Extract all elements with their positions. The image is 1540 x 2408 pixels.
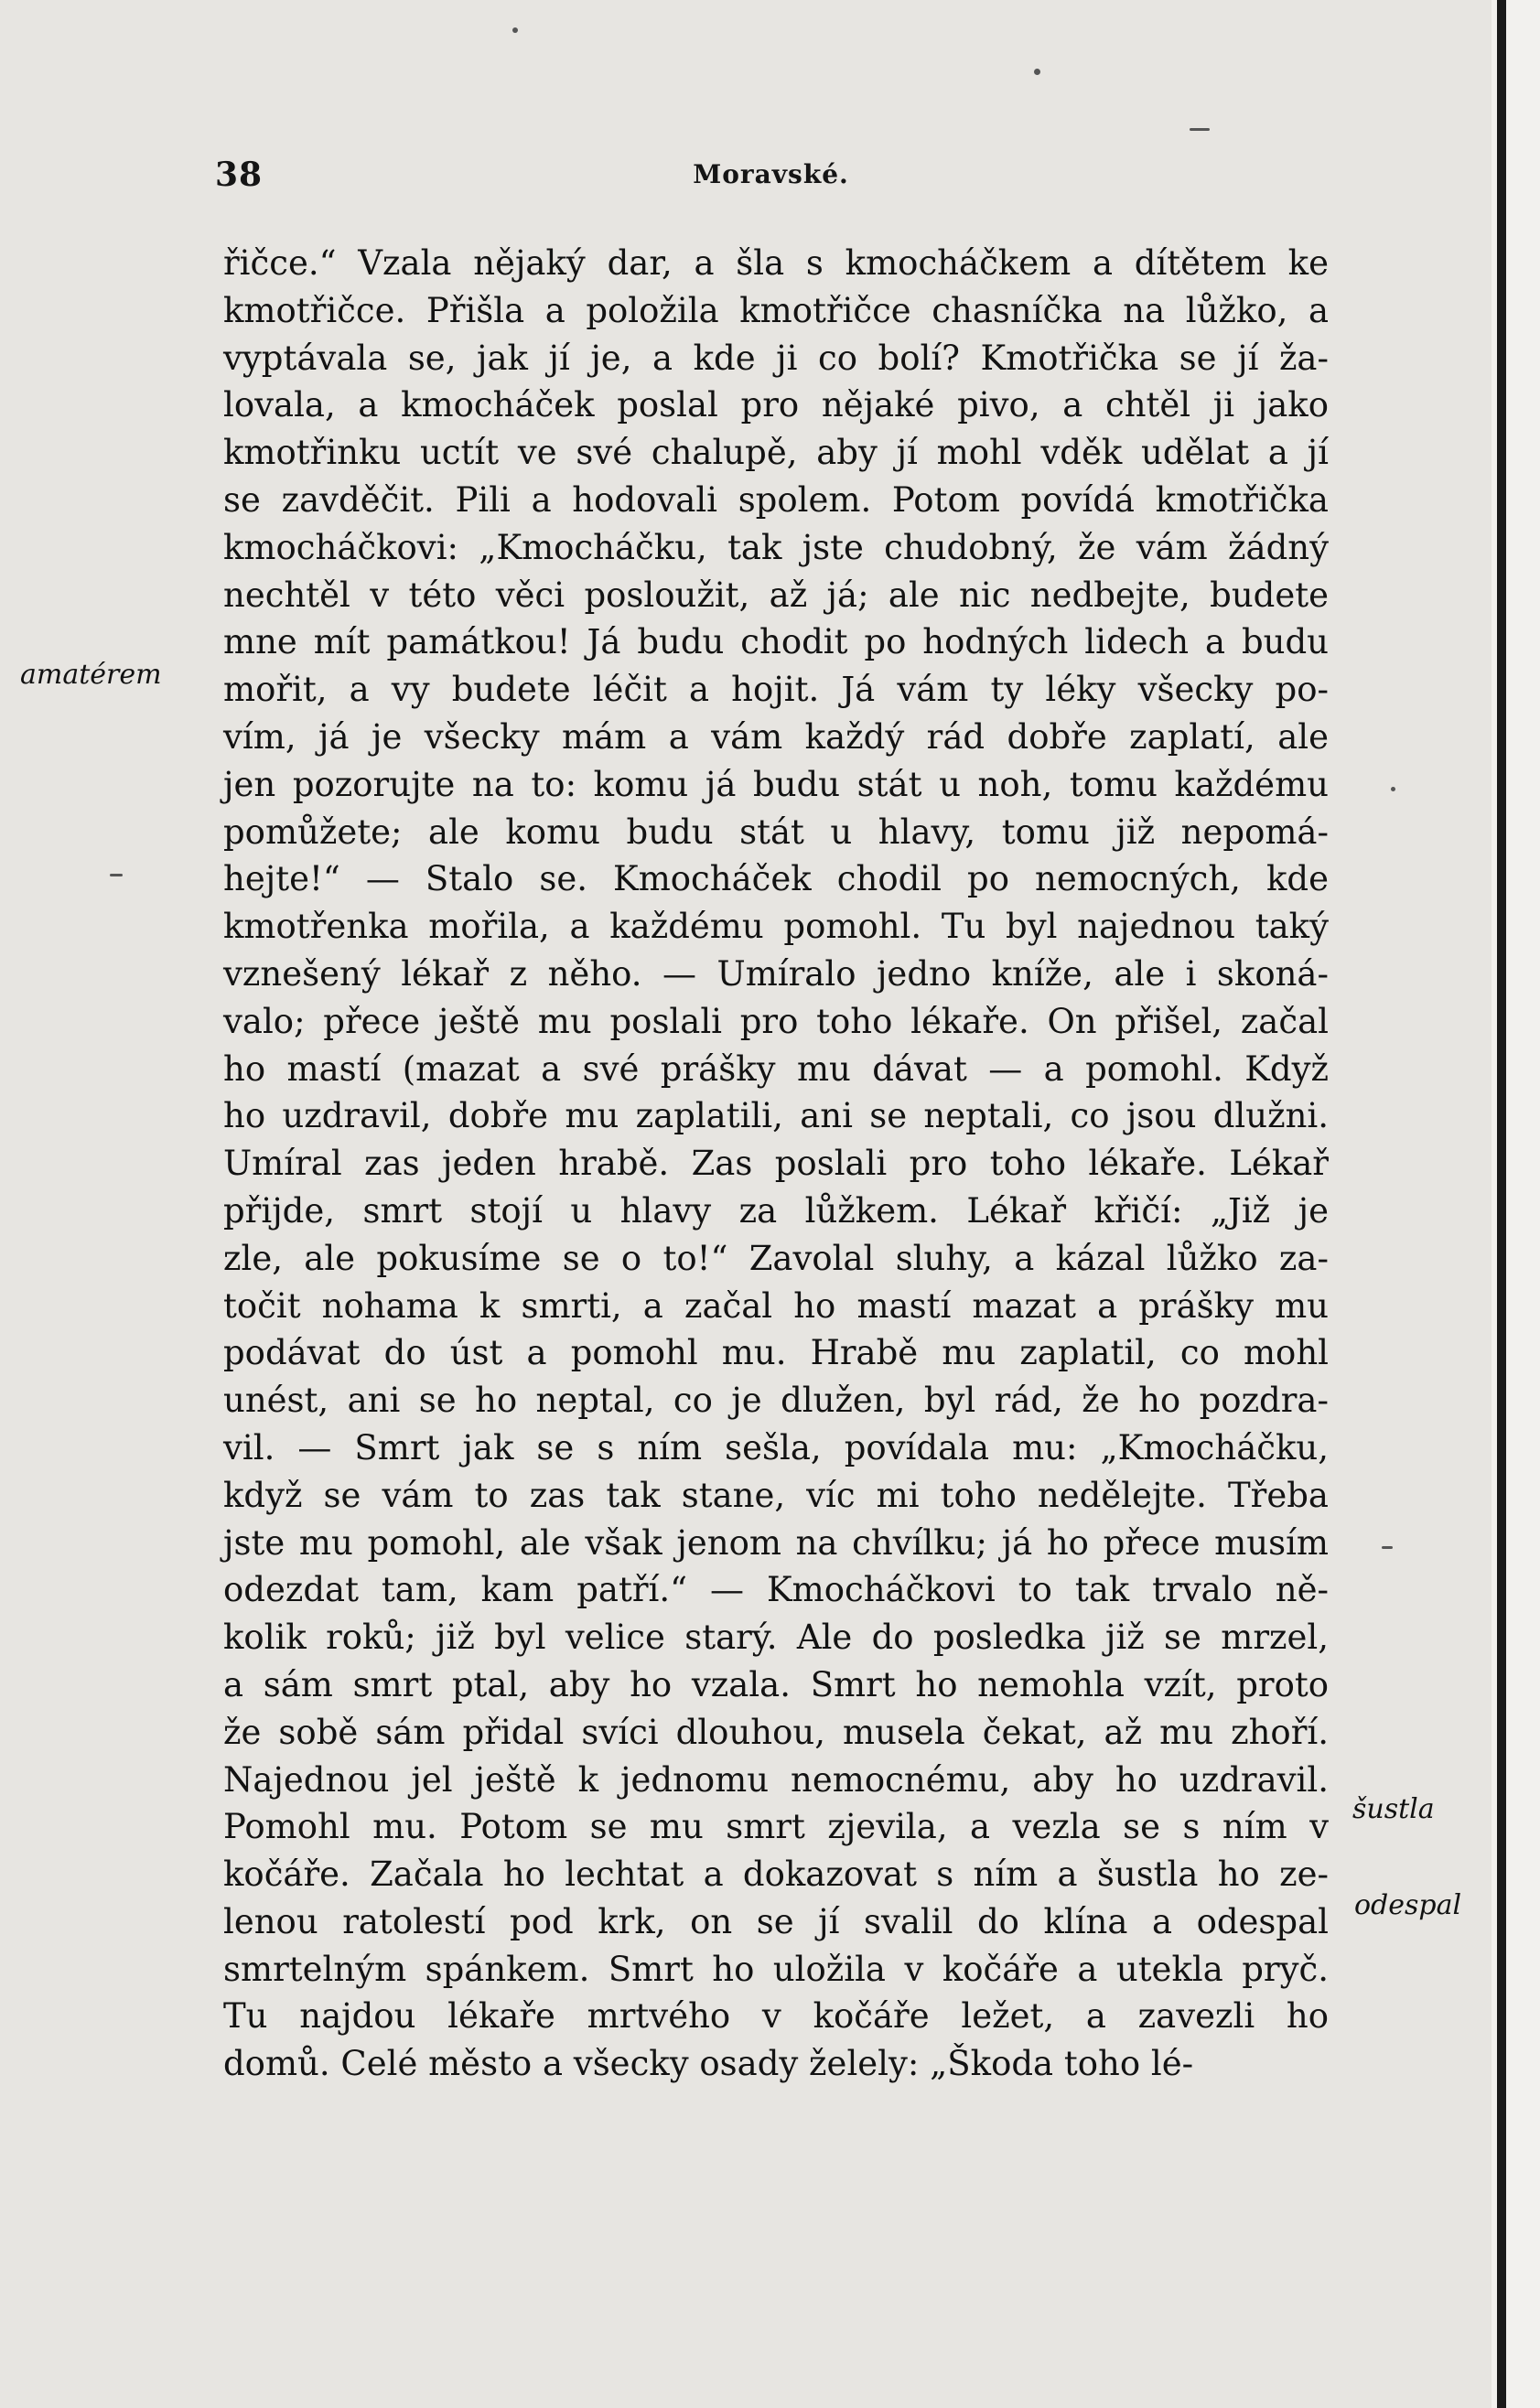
paper-speck: [1034, 69, 1040, 75]
paper-speck: [1382, 1546, 1393, 1549]
text-line: nechtěl v této věci posloužit, až já; ale nic nedbejte, budete: [223, 575, 1329, 615]
text-line: kmotřičce. Přišla a položila kmotřičce chasníčka na lůžko, a: [223, 290, 1329, 330]
text-line: valo; přece ještě mu poslali pro toho lékaře. On přišel, začal: [223, 1001, 1329, 1041]
text-line: domů. Celé město a všecky osady želely: „Škoda toho lé-: [223, 2044, 1194, 2084]
paper-speck: [110, 874, 123, 876]
text-line: ho uzdravil, dobře mu zaplatili, ani se neptali, co jsou dlužni.: [223, 1096, 1329, 1136]
paper-speck: [1391, 787, 1395, 791]
text-line: lenou ratolestí pod krk, on se jí svalil do klína a odespal: [223, 1901, 1329, 1941]
text-line: že sobě sám přidal svíci dlouhou, musela čekat, až mu zhoří.: [223, 1712, 1329, 1752]
text-line: odezdat tam, kam patří.“ — Kmocháčkovi to tak trvalo ně-: [223, 1570, 1329, 1610]
text-line: mne mít památkou! Já budu chodit po hodných lidech a budu: [223, 622, 1329, 662]
text-line: vznešený lékař z něho. — Umíralo jedno kníže, ale i skoná-: [223, 953, 1329, 994]
text-line: přijde, smrt stojí u hlavy za lůžkem. Lékař křičí: „Již je: [223, 1190, 1329, 1231]
text-line: kmotřenka mořila, a každému pomohl. Tu byl najednou taký: [223, 907, 1329, 947]
text-line: když se vám to zas tak stane, víc mi toho nedělejte. Třeba: [223, 1475, 1329, 1515]
text-line: řičce.“ Vzala nějaký dar, a šla s kmocháčkem a dítětem ke: [223, 243, 1329, 283]
text-line: unést, ani se ho neptal, co je dlužen, byl rád, že ho pozdra-: [223, 1381, 1329, 1421]
text-line: točit nohama k smrti, a začal ho mastí mazat a prášky mu: [223, 1285, 1329, 1326]
text-line: jste mu pomohl, ale však jenom na chvílku; já ho přece musím: [223, 1522, 1329, 1563]
text-line: smrtelným spánkem. Smrt ho uložila v kočáře a utekla pryč.: [223, 1949, 1329, 1989]
running-head: [215, 156, 1327, 201]
text-line: Tu najdou lékaře mrtvého v kočáře ležet, a zavezli ho: [223, 1996, 1329, 2037]
page-number: 38: [215, 156, 264, 194]
page-edge-rule: [1497, 0, 1506, 2408]
body-text: [223, 240, 1329, 2088]
text-line: kmocháčkovi: „Kmocháčku, tak jste chudobný, že vám žádný: [223, 527, 1329, 567]
margin-note-right-2: odespal: [1354, 1889, 1462, 1921]
text-line: pomůžete; ale komu budu stát u hlavy, tomu již nepomá-: [223, 812, 1329, 852]
text-line: Najednou jel ještě k jednomu nemocnému, aby ho uzdravil.: [223, 1759, 1329, 1800]
text-line: jen pozorujte na to: komu já budu stát u noh, tomu každému: [223, 764, 1329, 804]
text-line: kolik roků; již byl velice starý. Ale do posledka již se mrzel,: [223, 1618, 1329, 1658]
margin-note-left: amatérem: [20, 659, 162, 691]
text-line: ho mastí (mazat a své prášky mu dávat — a pomohl. Když: [223, 1048, 1329, 1089]
text-line: se zavděčit. Pili a hodovali spolem. Potom povídá kmotřička: [223, 479, 1329, 520]
paper-speck: [1190, 128, 1210, 131]
running-title: Moravské.: [693, 159, 849, 189]
text-line: kmotřinku uctít ve své chalupě, aby jí mohl vděk udělat a jí: [223, 433, 1329, 473]
text-line: hejte!“ — Stalo se. Kmocháček chodil po nemocných, kde: [223, 859, 1329, 899]
text-line: mořit, a vy budete léčit a hojit. Já vám ty léky všecky po-: [223, 670, 1329, 710]
text-line: vím, já je všecky mám a vám každý rád dobře zaplatí, ale: [223, 716, 1329, 757]
text-line: kočáře. Začala ho lechtat a dokazovat s ním a šustla ho ze-: [223, 1854, 1329, 1895]
paper-speck: [512, 27, 518, 33]
margin-note-right-1: šustla: [1352, 1793, 1435, 1825]
text-line: a sám smrt ptal, aby ho vzala. Smrt ho nemohla vzít, proto: [223, 1664, 1329, 1704]
text-line: zle, ale pokusíme se o to!“ Zavolal sluhy, a kázal lůžko za-: [223, 1238, 1329, 1278]
page-edge: [1492, 0, 1540, 2408]
text-line: vil. — Smrt jak se s ním sešla, povídala mu: „Kmocháčku,: [223, 1427, 1329, 1467]
text-line: Pomohl mu. Potom se mu smrt zjevila, a vezla se s ním v: [223, 1807, 1329, 1847]
text-line: podávat do úst a pomohl mu. Hrabě mu zaplatil, co mohl: [223, 1333, 1329, 1373]
text-line: lovala, a kmocháček poslal pro nějaké pivo, a chtěl ji jako: [223, 385, 1329, 425]
text-line: Umíral zas jeden hrabě. Zas poslali pro toho lékaře. Lékař: [223, 1144, 1329, 1184]
text-line: vyptávala se, jak jí je, a kde ji co bolí? Kmotřička se jí ža-: [223, 338, 1329, 378]
